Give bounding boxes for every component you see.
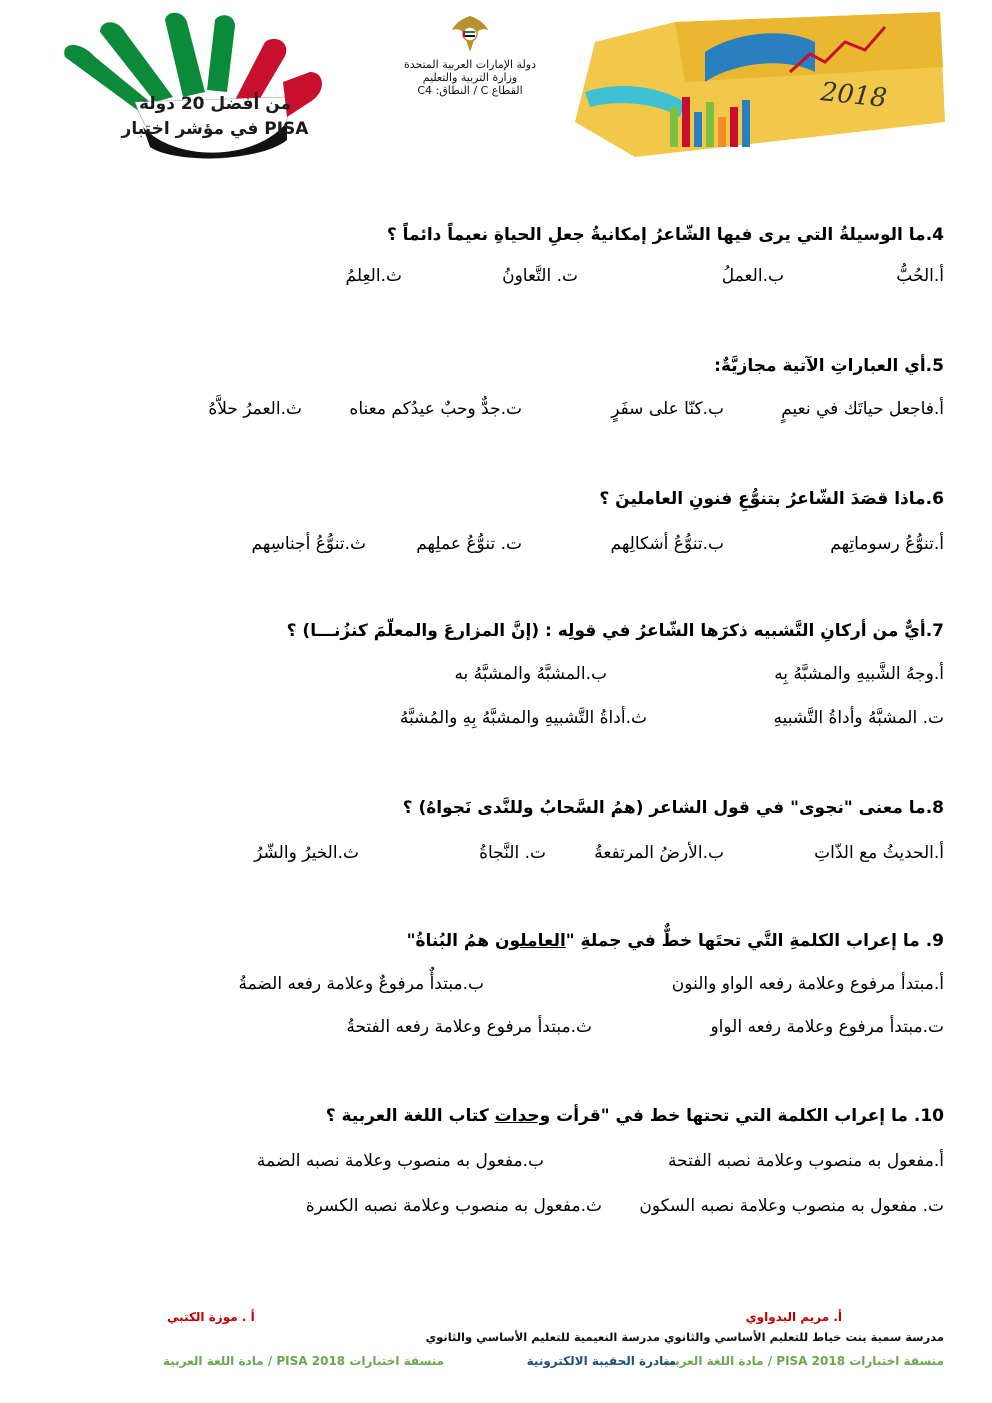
- chart-year: 2018: [819, 77, 889, 114]
- ministry-name: وزارة التربية والتعليم: [422, 71, 518, 84]
- question-9-option-a[interactable]: أ.مبتدأ مرفوع وعلامة رفعه الواو والنون: [671, 974, 944, 994]
- question-6-option-d[interactable]: ث.تنوُّعُ أجناسِهم: [251, 534, 366, 554]
- question-7-title: 7.أيٌّ من أركانِ التَّشبيه ذكرَها الشّاعرُ في قولِه : (إنَّ المزارعَ والمعلّمَ كنزُنـــا) ؟: [286, 621, 944, 641]
- question-10-title: [326, 1106, 944, 1126]
- question-7-option-c[interactable]: ت. المشبَّهُ وأداةُ التَّشبيهِ: [773, 708, 944, 728]
- footer-initiative: مبادرة الحقيبة الالكترونية: [526, 1354, 676, 1368]
- question-4-option-a[interactable]: أ.الحُبُّ: [896, 266, 944, 286]
- question-4-option-d[interactable]: ث.العِلمُ: [345, 266, 402, 286]
- question-4-option-b[interactable]: ب.العملُ: [721, 266, 784, 286]
- question-7-option-b[interactable]: ب.المشبَّهُ والمشبَّهُ به: [454, 664, 607, 684]
- question-7-option-a[interactable]: أ.وجهُ الشَّبيهِ والمشبَّهُ بِه: [774, 664, 944, 684]
- question-8-option-c[interactable]: ت. النَّجاةُ: [479, 843, 546, 863]
- question-7-option-d[interactable]: ث.أداةُ التَّشبيهِ والمشبَّهُ بِهِ والمُشبَّهُ: [399, 708, 647, 728]
- question-8-option-d[interactable]: ث.الخيرُ والشّرُ: [254, 843, 359, 863]
- question-10-option-c[interactable]: ت. مفعول به منصوب وعلامة نصبه السكون: [639, 1196, 944, 1216]
- question-10-title-post: كتاب اللغة العربية ؟: [325, 1106, 495, 1126]
- question-8-option-b[interactable]: ب.الأرضُ المرتفعةُ: [594, 843, 724, 863]
- question-9-title: [407, 931, 944, 951]
- question-9-title-pre: 9. ما إعراب الكلمةِ التَّي تحتَها خطٌّ في جملةِ ": [565, 931, 944, 951]
- question-9-title-post: همُ البُناةُ": [406, 931, 495, 951]
- footer-coordinator-left: منسقة اختبارات PISA 2018 / مادة اللغة العربية: [163, 1354, 445, 1368]
- question-10-option-a[interactable]: أ.مفعول به منصوب وعلامة نصبه الفتحة: [668, 1151, 944, 1171]
- ministry-emblem-block: [395, 12, 545, 102]
- question-10-option-b[interactable]: ب.مفعول به منصوب وعلامة نصبه الضمة: [256, 1151, 544, 1171]
- hand-logo-line1: من أفضل 20 دولة: [138, 94, 292, 114]
- uae-emblem-icon: [448, 12, 492, 56]
- question-5-title: 5.أي العباراتِ الآتية مجازيَّةٌ:: [714, 356, 944, 376]
- question-9-underlined-word: العاملون: [494, 931, 566, 951]
- footer-teacher-right: أ. مريم البدواوي: [745, 1310, 842, 1324]
- question-9-option-c[interactable]: ت.مبتدأ مرفوع وعلامة رفعه الواو: [710, 1017, 944, 1037]
- question-6-option-b[interactable]: ب.تنوُّعُ أشكالِهم: [610, 534, 724, 554]
- footer-teacher-left: أ . موزة الكتبي: [167, 1310, 255, 1324]
- footer-coordinator-right: منسقة اختبارات PISA 2018 / مادة اللغة العربية: [662, 1354, 944, 1368]
- ministry-country: دولة الإمارات العربية المتحدة: [403, 58, 537, 71]
- footer-schools: مدرسة سمية بنت خياط للتعليم الأساسي والثانوي مدرسة النعيمية للتعليم الأساسي والثانوي: [425, 1330, 944, 1344]
- question-10-option-d[interactable]: ث.مفعول به منصوب وعلامة نصبه الكسرة: [305, 1196, 602, 1216]
- pisa-2018-graphic: [555, 12, 950, 157]
- question-4-option-c[interactable]: ت. التَّعاونُ: [502, 266, 578, 286]
- question-9-option-d[interactable]: ث.مبتدأ مرفوع وعلامة رفعه الفتحةُ: [346, 1017, 592, 1037]
- question-5-option-b[interactable]: ب.كنّا على سفَرٍ: [611, 399, 724, 419]
- question-6-option-a[interactable]: أ.تنوُّعُ رسوماتِهم: [830, 534, 944, 554]
- question-4-title: 4.ما الوسيلةُ التي يرى فيها الشّاعرُ إمكانيةُ جعلِ الحياةِ نعيماً دائماً ؟: [386, 225, 944, 245]
- question-5-option-d[interactable]: ث.العمرُ حلاَّهُ: [208, 399, 302, 419]
- question-8-title: 8.ما معنى "نجوى" في قول الشاعر (همُ السَّحابُ وللنَّدى نَجواهُ) ؟: [402, 798, 944, 818]
- question-5-option-c[interactable]: ت.جدٌّ وحبٌ عيدُكم معناه: [349, 399, 522, 419]
- question-10-title-pre: 10. ما إعراب الكلمة التي تحتها خط في "قرأت: [550, 1106, 944, 1126]
- question-5-option-a[interactable]: أ.فاجعل حياتَك في نعيمٍ: [781, 399, 944, 419]
- pisa-hand-logo: [55, 12, 355, 162]
- question-10-underlined-word: وحدات: [494, 1106, 551, 1126]
- question-6-option-c[interactable]: ت. تنوُّعُ عملِهم: [416, 534, 522, 554]
- question-9-option-b[interactable]: ب.مبتدأٌ مرفوعٌ وعلامة رفعه الضمةُ: [238, 974, 484, 994]
- ministry-sector: القطاع C / النطاق: C4: [417, 84, 523, 97]
- question-6-title: 6.ماذا قصَدَ الشّاعرُ بتنوُّعِ فنونِ العاملينَ ؟: [599, 489, 944, 509]
- hand-logo-line2: في مؤشر اختبار PISA: [121, 119, 309, 139]
- question-8-option-a[interactable]: أ.الحديثُ مع الذّاتِ: [814, 843, 944, 863]
